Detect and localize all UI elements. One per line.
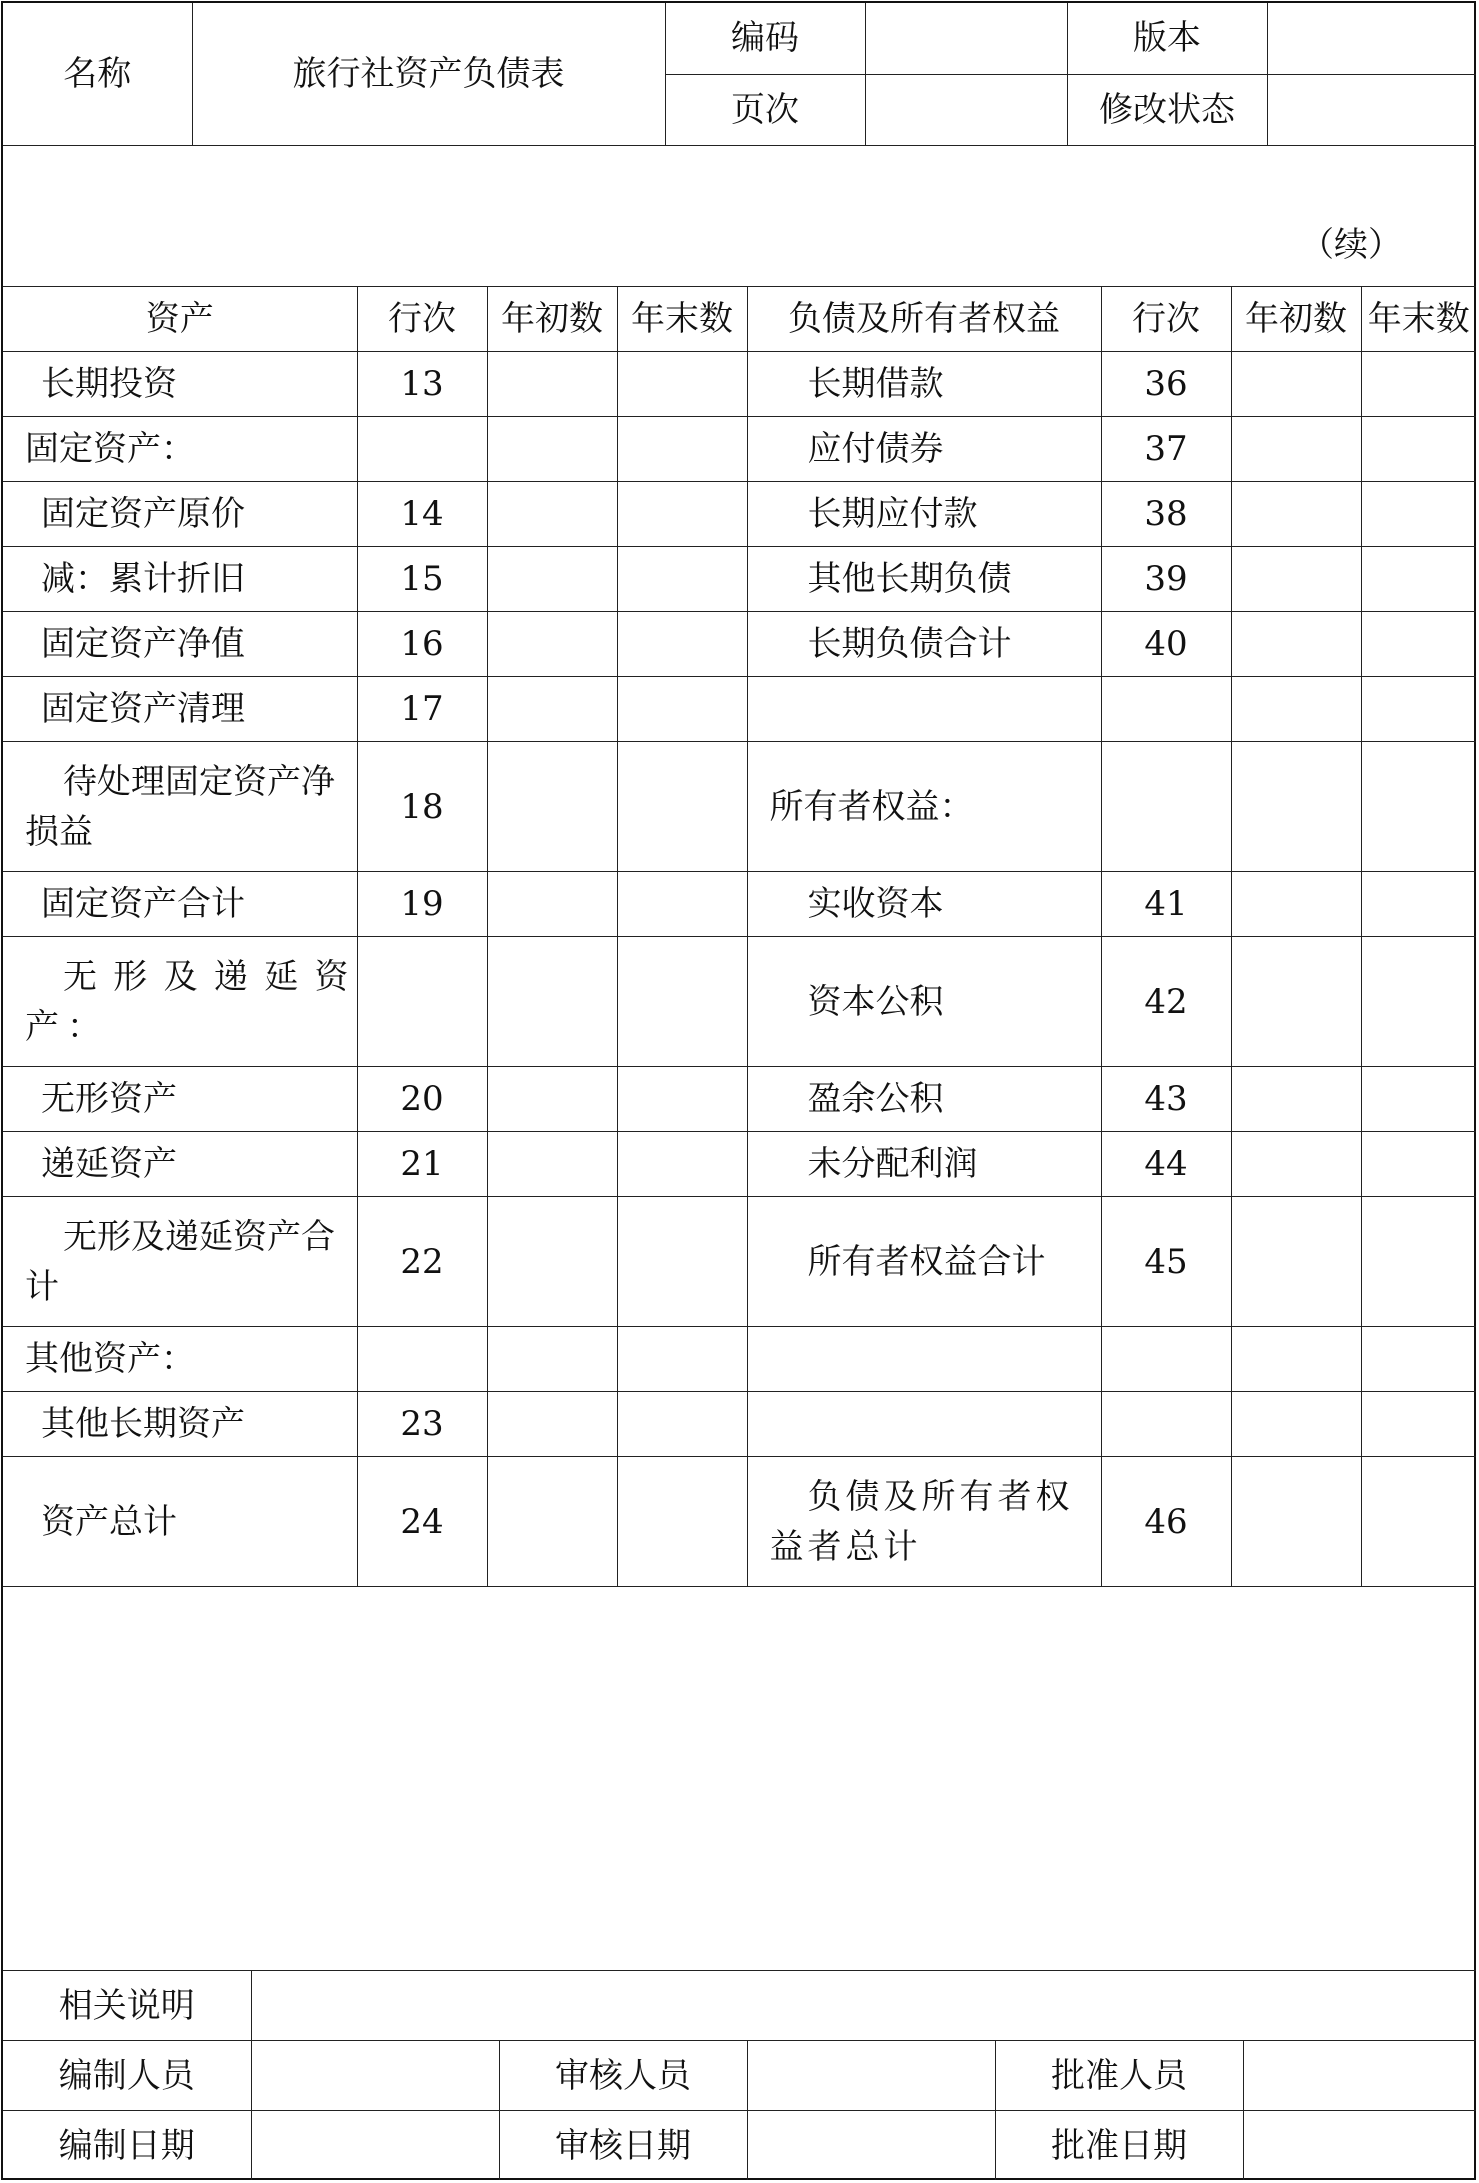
asset-begin-cell[interactable] <box>487 937 617 1067</box>
approved-by-field[interactable] <box>1243 2041 1476 2111</box>
liability-label: 长期借款 <box>747 352 1101 417</box>
approved-by-label: 批准人员 <box>995 2041 1243 2111</box>
liability-row-no: 37 <box>1101 417 1231 482</box>
asset-label: 长期投资 <box>3 352 357 417</box>
asset-end-cell[interactable] <box>617 612 747 677</box>
liability-row-no: 46 <box>1101 1457 1231 1587</box>
document-footer-table <box>3 1970 1476 2180</box>
asset-begin-cell[interactable] <box>487 1132 617 1197</box>
liability-begin-cell[interactable] <box>1231 1457 1361 1587</box>
reviewed-date-label: 审核日期 <box>499 2111 747 2181</box>
asset-end-cell[interactable] <box>617 352 747 417</box>
asset-end-cell[interactable] <box>617 1392 747 1457</box>
asset-label: 固定资产： <box>3 417 357 482</box>
asset-row-no: 13 <box>357 352 487 417</box>
liability-begin-cell[interactable] <box>1231 937 1361 1067</box>
liability-label: 所有者权益： <box>747 742 1101 872</box>
table-row <box>3 352 1476 417</box>
table-row <box>3 547 1476 612</box>
asset-label: 固定资产合计 <box>3 872 357 937</box>
liability-end-cell[interactable] <box>1361 1457 1476 1587</box>
liability-begin-cell[interactable] <box>1231 612 1361 677</box>
liability-end-cell[interactable] <box>1361 1197 1476 1327</box>
asset-begin-cell[interactable] <box>487 677 617 742</box>
asset-label: 固定资产净值 <box>3 612 357 677</box>
table-row <box>3 742 1476 872</box>
asset-begin-cell[interactable] <box>487 612 617 677</box>
liability-row-no: 39 <box>1101 547 1231 612</box>
liability-begin-cell[interactable] <box>1231 1132 1361 1197</box>
liability-begin-cell[interactable] <box>1231 742 1361 872</box>
asset-label: 无形及递延资产合计 <box>3 1197 357 1327</box>
asset-row-no: 22 <box>357 1197 487 1327</box>
col-begin2-header: 年初数 <box>1231 287 1361 352</box>
liability-end-cell[interactable] <box>1361 482 1476 547</box>
code-label: 编码 <box>665 3 865 74</box>
asset-label: 固定资产清理 <box>3 677 357 742</box>
prepared-by-label: 编制人员 <box>3 2041 251 2111</box>
asset-end-cell[interactable] <box>617 1327 747 1392</box>
table-row <box>3 1067 1476 1132</box>
table-row <box>3 677 1476 742</box>
page-value-field[interactable] <box>865 74 1067 145</box>
liability-end-cell[interactable] <box>1361 352 1476 417</box>
liability-end-cell[interactable] <box>1361 742 1476 872</box>
col-assets-header: 资产 <box>3 287 357 352</box>
liability-row-no <box>1101 677 1231 742</box>
liability-end-cell[interactable] <box>1361 547 1476 612</box>
asset-end-cell[interactable] <box>617 742 747 872</box>
asset-label: 其他资产： <box>3 1327 357 1392</box>
table-row <box>3 937 1476 1067</box>
name-label: 名称 <box>3 3 192 146</box>
asset-row-no <box>357 417 487 482</box>
liability-label: 负债及所有者权益者总计 <box>747 1457 1101 1587</box>
table-row <box>3 612 1476 677</box>
liability-end-cell[interactable] <box>1361 937 1476 1067</box>
asset-row-no: 17 <box>357 677 487 742</box>
liability-row-no: 38 <box>1101 482 1231 547</box>
liability-label: 长期负债合计 <box>747 612 1101 677</box>
col-row-no2-header: 行次 <box>1101 287 1231 352</box>
col-row-no-header: 行次 <box>357 287 487 352</box>
liability-label <box>747 677 1101 742</box>
asset-begin-cell[interactable] <box>487 1067 617 1132</box>
asset-end-cell[interactable] <box>617 417 747 482</box>
liability-row-no: 36 <box>1101 352 1231 417</box>
asset-end-cell[interactable] <box>617 1132 747 1197</box>
document-title: 旅行社资产负债表 <box>192 3 665 146</box>
approved-date-label: 批准日期 <box>995 2111 1243 2181</box>
asset-end-cell[interactable] <box>617 547 747 612</box>
liability-row-no: 41 <box>1101 872 1231 937</box>
liability-label <box>747 1392 1101 1457</box>
liability-end-cell[interactable] <box>1361 417 1476 482</box>
table-row <box>3 1457 1476 1587</box>
version-value-field[interactable] <box>1267 3 1476 74</box>
asset-begin-cell[interactable] <box>487 1457 617 1587</box>
liability-label: 应付债券 <box>747 417 1101 482</box>
liability-row-no: 42 <box>1101 937 1231 1067</box>
prepared-date-field[interactable] <box>251 2111 499 2181</box>
asset-row-no: 14 <box>357 482 487 547</box>
liability-begin-cell[interactable] <box>1231 1197 1361 1327</box>
liability-begin-cell[interactable] <box>1231 352 1361 417</box>
approved-date-field[interactable] <box>1243 2111 1476 2181</box>
liability-row-no <box>1101 1392 1231 1457</box>
document-page <box>1 1 1476 2180</box>
asset-row-no <box>357 1327 487 1392</box>
note-label: 相关说明 <box>3 1971 251 2041</box>
version-label: 版本 <box>1067 3 1267 74</box>
liability-begin-cell[interactable] <box>1231 417 1361 482</box>
liability-begin-cell[interactable] <box>1231 547 1361 612</box>
asset-end-cell[interactable] <box>617 1067 747 1132</box>
liability-row-no: 43 <box>1101 1067 1231 1132</box>
liability-row-no: 44 <box>1101 1132 1231 1197</box>
asset-begin-cell[interactable] <box>487 742 617 872</box>
asset-row-no: 23 <box>357 1392 487 1457</box>
liability-begin-cell[interactable] <box>1231 1327 1361 1392</box>
asset-label: 递延资产 <box>3 1132 357 1197</box>
asset-end-cell[interactable] <box>617 677 747 742</box>
asset-label: 待处理固定资产净损益 <box>3 742 357 872</box>
liability-label: 资本公积 <box>747 937 1101 1067</box>
asset-row-no: 18 <box>357 742 487 872</box>
continuation-mark: （续） <box>1300 225 1402 265</box>
table-row <box>3 872 1476 937</box>
revision-label: 修改状态 <box>1067 74 1267 145</box>
asset-begin-cell[interactable] <box>487 352 617 417</box>
liability-label: 实收资本 <box>747 872 1101 937</box>
liability-row-no <box>1101 742 1231 872</box>
asset-begin-cell[interactable] <box>487 1327 617 1392</box>
table-row <box>3 482 1476 547</box>
prepared-date-label: 编制日期 <box>3 2111 251 2181</box>
note-field[interactable] <box>251 1971 1476 2041</box>
asset-row-no: 15 <box>357 547 487 612</box>
liability-begin-cell[interactable] <box>1231 1067 1361 1132</box>
asset-label: 减：累计折旧 <box>3 547 357 612</box>
asset-row-no: 21 <box>357 1132 487 1197</box>
asset-row-no: 16 <box>357 612 487 677</box>
table-header-row <box>3 287 1476 352</box>
asset-row-no: 24 <box>357 1457 487 1587</box>
asset-begin-cell[interactable] <box>487 417 617 482</box>
asset-end-cell[interactable] <box>617 1457 747 1587</box>
table-row <box>3 1327 1476 1392</box>
page-label: 页次 <box>665 74 865 145</box>
asset-label: 资产总计 <box>3 1457 357 1587</box>
asset-label: 无形资产 <box>3 1067 357 1132</box>
asset-label: 无形及递延资产： <box>3 937 357 1067</box>
asset-end-cell[interactable] <box>617 937 747 1067</box>
asset-end-cell[interactable] <box>617 872 747 937</box>
asset-label: 固定资产原价 <box>3 482 357 547</box>
liability-end-cell[interactable] <box>1361 872 1476 937</box>
liability-begin-cell[interactable] <box>1231 872 1361 937</box>
reviewed-by-label: 审核人员 <box>499 2041 747 2111</box>
liability-label: 其他长期负债 <box>747 547 1101 612</box>
liability-begin-cell[interactable] <box>1231 1392 1361 1457</box>
revision-value-field[interactable] <box>1267 74 1476 145</box>
liability-end-cell[interactable] <box>1361 677 1476 742</box>
reviewed-date-field[interactable] <box>747 2111 995 2181</box>
liability-end-cell[interactable] <box>1361 1067 1476 1132</box>
col-end2-header: 年末数 <box>1361 287 1476 352</box>
asset-begin-cell[interactable] <box>487 1392 617 1457</box>
reviewed-by-field[interactable] <box>747 2041 995 2111</box>
asset-label: 其他长期资产 <box>3 1392 357 1457</box>
prepared-by-field[interactable] <box>251 2041 499 2111</box>
liability-begin-cell[interactable] <box>1231 482 1361 547</box>
col-begin-header: 年初数 <box>487 287 617 352</box>
liability-label: 长期应付款 <box>747 482 1101 547</box>
liability-label <box>747 1327 1101 1392</box>
liability-label: 所有者权益合计 <box>747 1197 1101 1327</box>
liability-begin-cell[interactable] <box>1231 677 1361 742</box>
table-row <box>3 417 1476 482</box>
liability-row-no: 45 <box>1101 1197 1231 1327</box>
liability-end-cell[interactable] <box>1361 612 1476 677</box>
liability-end-cell[interactable] <box>1361 1132 1476 1197</box>
asset-begin-cell[interactable] <box>487 872 617 937</box>
liability-label: 未分配利润 <box>747 1132 1101 1197</box>
asset-row-no <box>357 937 487 1067</box>
asset-begin-cell[interactable] <box>487 1197 617 1327</box>
liability-end-cell[interactable] <box>1361 1327 1476 1392</box>
table-row <box>3 1197 1476 1327</box>
balance-sheet-table <box>3 286 1476 1587</box>
asset-row-no: 19 <box>357 872 487 937</box>
liability-row-no: 40 <box>1101 612 1231 677</box>
asset-begin-cell[interactable] <box>487 482 617 547</box>
table-row <box>3 1392 1476 1457</box>
asset-end-cell[interactable] <box>617 482 747 547</box>
liability-label: 盈余公积 <box>747 1067 1101 1132</box>
liability-row-no <box>1101 1327 1231 1392</box>
code-value-field[interactable] <box>865 3 1067 74</box>
document-header-table <box>3 3 1476 146</box>
asset-row-no: 20 <box>357 1067 487 1132</box>
asset-begin-cell[interactable] <box>487 547 617 612</box>
col-end-header: 年末数 <box>617 287 747 352</box>
asset-end-cell[interactable] <box>617 1197 747 1327</box>
table-row <box>3 1132 1476 1197</box>
col-liabilities-header: 负债及所有者权益 <box>747 287 1101 352</box>
liability-end-cell[interactable] <box>1361 1392 1476 1457</box>
